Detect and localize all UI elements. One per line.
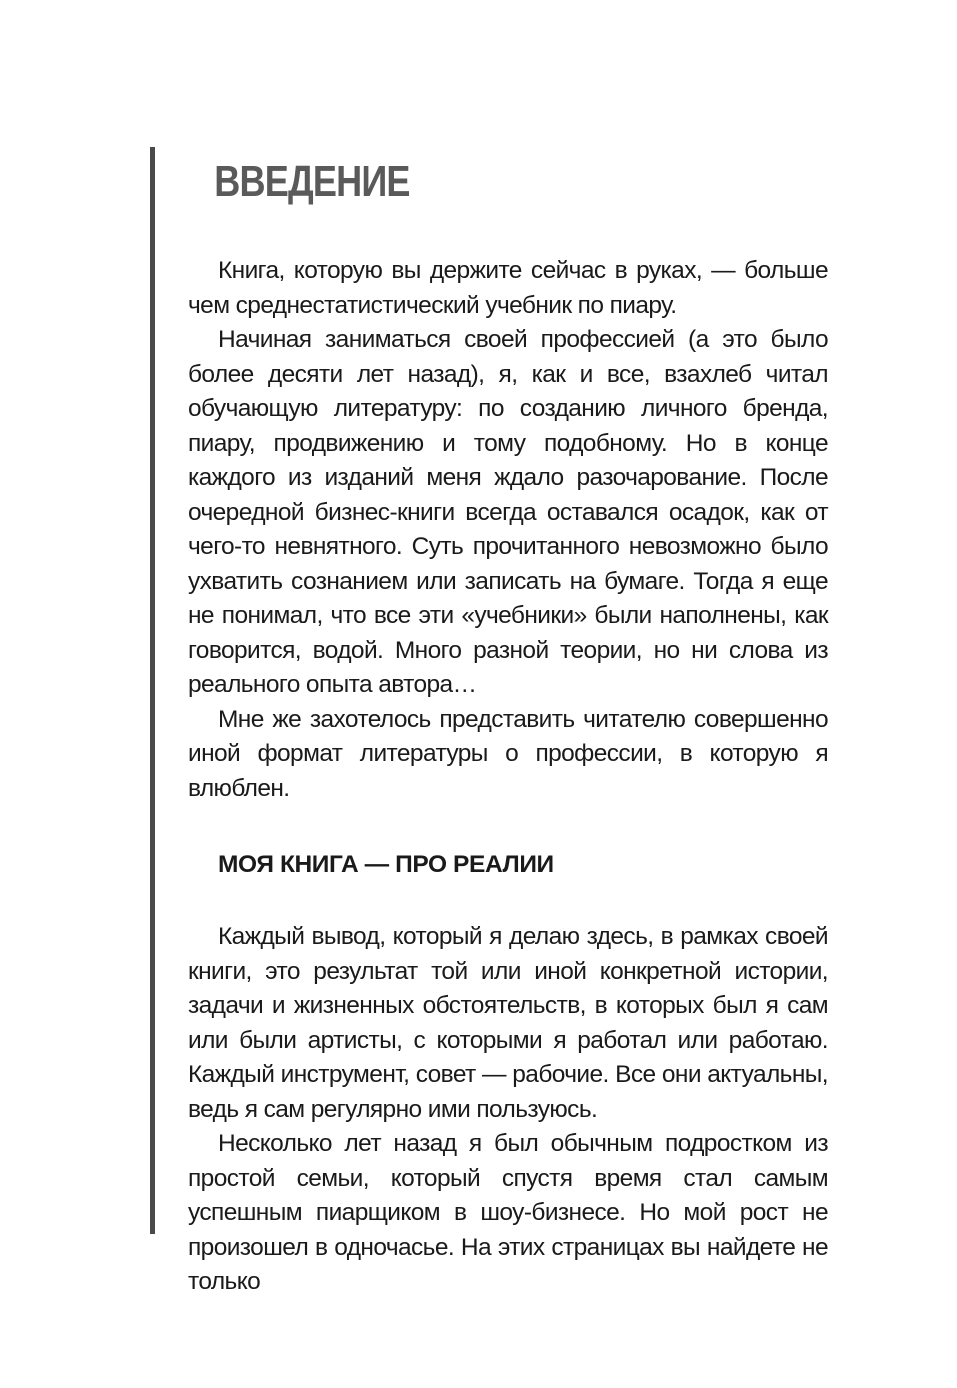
page-content — [188, 150, 828, 1300]
paragraph: Книга, которую вы держите сейчас в руках, — больше чем среднестатистический учебник по пиару. — [188, 257, 828, 319]
side-rule — [150, 147, 155, 1234]
paragraph: Начиная заниматься своей профессией (а это было более десяти лет назад), я, как и все, взахлеб читал обучающую литературу: по созданию личного бренда, пиару, продвижению и тому подобному. Но в конце каждого из изданий меня ждало разочарование. После очередной бизнес-книги всегда оставался осадок, как от чего-то невнятного. Суть прочитанного невозможно было ухватить сознанием или записать на бумаге. Тогда я еще не понимал, что все эти «учебники» были наполнены, как говорится, водой. Много разной теории, но ни слова из реального опыта автора… — [188, 326, 828, 698]
paragraph: Несколько лет назад я был обычным подростком из простой семьи, который спустя время стал самым успешным пиарщиком в шоу-бизнесе. Но мой рост не произошел в одночасье. На этих страницах вы найдете не только — [188, 1130, 828, 1295]
paragraph: Мне же захотелось представить читателю совершенно иной формат литературы о профессии, в которую я влюблен. — [188, 705, 828, 802]
chapter-title: ВВЕДЕНИЕ — [214, 157, 410, 206]
section-body — [188, 920, 828, 1300]
section-heading: МОЯ КНИГА — ПРО РЕАЛИИ — [218, 851, 554, 878]
paragraph: Каждый вывод, который я делаю здесь, в рамках своей книги, это результат той или иной конкретной истории, задачи и жизненных обстоятельств, в которых был я сам или были артисты, с которыми я работал или работаю. Каждый инструмент, совет — рабочие. Все они актуальны, ведь я сам регулярно ими пользуюсь. — [188, 923, 828, 1123]
intro-section — [188, 254, 828, 806]
